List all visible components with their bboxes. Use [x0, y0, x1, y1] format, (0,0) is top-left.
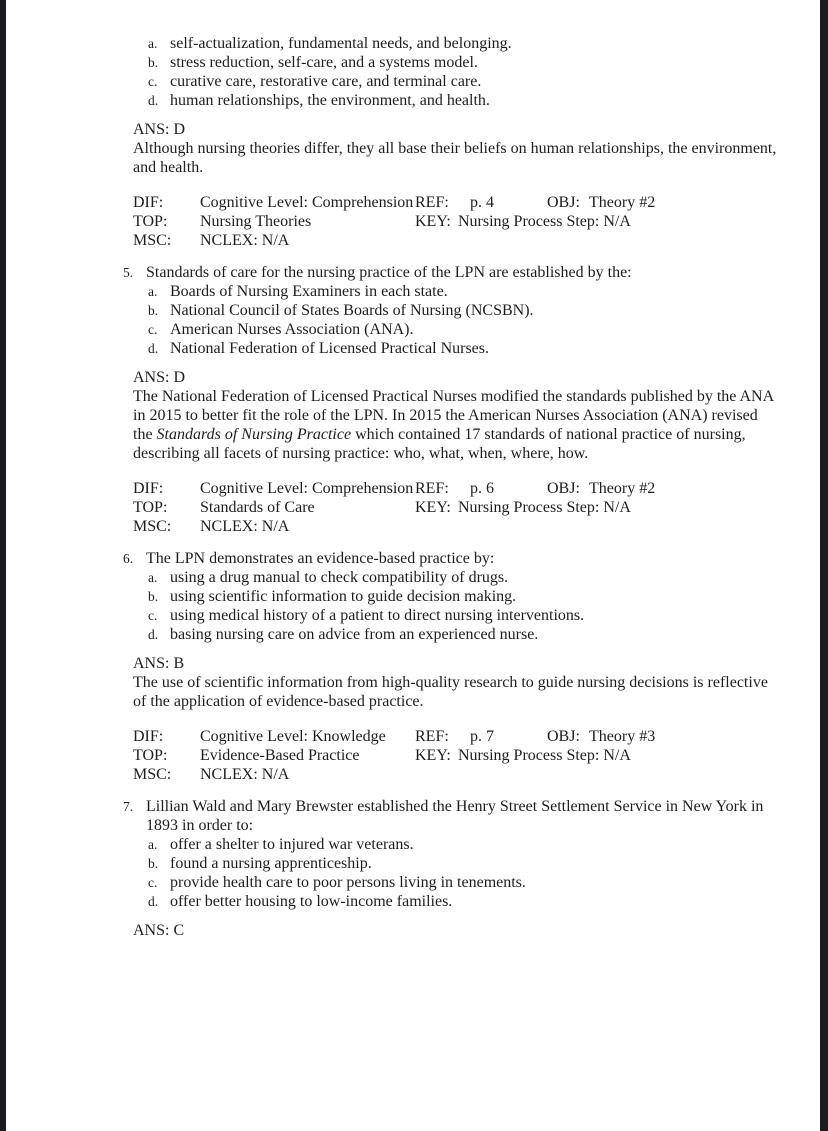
meta-obj-label: OBJ: — [547, 728, 580, 745]
option-letter: b. — [148, 589, 159, 604]
meta-ref-value: p. 4 — [470, 194, 494, 211]
question-block — [123, 34, 803, 250]
option-letter: d. — [148, 93, 159, 108]
option-letter: a. — [148, 36, 158, 51]
meta-dif-value: Cognitive Level: Comprehension — [200, 480, 414, 497]
meta-top-label: TOP: — [133, 213, 168, 230]
meta-ref-value: p. 6 — [470, 480, 494, 497]
meta-msc-label: MSC: — [133, 232, 172, 249]
option-text: self-actualization, fundamental needs, and belonging. — [170, 35, 512, 52]
option-row — [148, 34, 803, 53]
meta-row-2 — [123, 498, 803, 517]
options-list — [148, 34, 803, 110]
option-text: National Federation of Licensed Practical Nurses. — [170, 340, 489, 357]
answer-line: ANS: C — [133, 922, 185, 939]
meta-block — [123, 193, 803, 250]
option-text: stress reduction, self-care, and a systems model. — [170, 54, 478, 71]
rationale-text: The use of scientific information from high-quality research to guide nursing decisions is reflective of the application of evidence-based practice. — [133, 674, 768, 710]
meta-key-value: Nursing Process Step: N/A — [458, 213, 631, 230]
option-row — [148, 625, 803, 644]
meta-key-label: KEY: — [415, 499, 451, 516]
option-row — [148, 91, 803, 110]
answer-block — [133, 921, 803, 940]
answer-line: ANS: D — [133, 369, 186, 386]
meta-row-2 — [123, 212, 803, 231]
meta-ref-label: REF: — [415, 728, 449, 745]
option-letter: b. — [148, 55, 159, 70]
meta-key-label: KEY: — [415, 747, 451, 764]
meta-dif-label: DIF: — [133, 194, 164, 211]
meta-msc-value: NCLEX: N/A — [200, 766, 290, 783]
option-letter: d. — [148, 627, 159, 642]
question-block — [123, 797, 803, 940]
option-text: curative care, restorative care, and terminal care. — [170, 73, 482, 90]
option-text: found a nursing apprenticeship. — [170, 855, 372, 872]
meta-row-1 — [123, 727, 803, 746]
meta-msc-label: MSC: — [133, 518, 172, 535]
option-letter: d. — [148, 894, 159, 909]
option-text: Boards of Nursing Examiners in each state. — [170, 283, 448, 300]
options-list — [148, 568, 803, 644]
question-stem: Lillian Wald and Mary Brewster established the Henry Street Settlement Service in New York in 1893 in order to: — [146, 798, 764, 834]
meta-dif-value: Cognitive Level: Comprehension — [200, 194, 414, 211]
option-row — [148, 854, 803, 873]
question-block — [123, 549, 803, 784]
rationale-text: Although nursing theories differ, they all base their beliefs on human relationships, the environment, and health. — [133, 140, 777, 176]
option-letter: a. — [148, 284, 158, 299]
option-letter: c. — [148, 875, 158, 890]
question-stem: The LPN demonstrates an evidence-based practice by: — [146, 550, 495, 567]
option-letter: a. — [148, 570, 158, 585]
meta-msc-label: MSC: — [133, 766, 172, 783]
question-block — [123, 263, 803, 536]
meta-top-value: Evidence-Based Practice — [200, 747, 360, 764]
option-text: human relationships, the environment, and health. — [170, 92, 490, 109]
option-row — [148, 53, 803, 72]
option-text: basing nursing care on advice from an experienced nurse. — [170, 626, 539, 643]
meta-dif-label: DIF: — [133, 728, 164, 745]
option-letter: d. — [148, 341, 159, 356]
meta-obj-label: OBJ: — [547, 480, 580, 497]
meta-msc-value: NCLEX: N/A — [200, 232, 290, 249]
answer-block — [133, 120, 803, 177]
questions-container — [123, 34, 803, 940]
question-number: 5. — [123, 265, 134, 280]
meta-row-1 — [123, 479, 803, 498]
option-row — [148, 835, 803, 854]
option-row — [148, 587, 803, 606]
meta-top-value: Standards of Care — [200, 499, 315, 516]
meta-row-3 — [123, 517, 803, 536]
viewer-left-edge — [0, 0, 6, 1131]
option-row — [148, 72, 803, 91]
meta-top-label: TOP: — [133, 499, 168, 516]
option-text: offer better housing to low-income families. — [170, 893, 453, 910]
option-letter: c. — [148, 74, 158, 89]
option-text: provide health care to poor persons living in tenements. — [170, 874, 526, 891]
option-text: National Council of States Boards of Nursing (NCSBN). — [170, 302, 534, 319]
meta-block — [123, 727, 803, 784]
answer-block — [133, 654, 803, 711]
option-row — [148, 339, 803, 358]
answer-line: ANS: B — [133, 655, 185, 672]
meta-obj-value: Theory #3 — [589, 728, 656, 745]
option-letter: b. — [148, 303, 159, 318]
options-list — [148, 835, 803, 911]
question-stem: Standards of care for the nursing practice of the LPN are established by the: — [146, 264, 632, 281]
meta-row-2 — [123, 746, 803, 765]
option-row — [148, 568, 803, 587]
meta-row-3 — [123, 231, 803, 250]
viewer-right-edge — [820, 0, 828, 1131]
options-list — [148, 282, 803, 358]
meta-top-label: TOP: — [133, 747, 168, 764]
meta-top-value: Nursing Theories — [200, 213, 312, 230]
meta-dif-value: Cognitive Level: Knowledge — [200, 728, 386, 745]
option-row — [148, 892, 803, 911]
option-letter: c. — [148, 322, 158, 337]
question-head — [123, 549, 803, 568]
option-row — [148, 873, 803, 892]
meta-ref-label: REF: — [415, 194, 449, 211]
option-row — [148, 320, 803, 339]
meta-row-3 — [123, 765, 803, 784]
meta-key-value: Nursing Process Step: N/A — [458, 747, 631, 764]
option-letter: b. — [148, 856, 159, 871]
question-head — [123, 797, 803, 835]
option-text: using medical history of a patient to direct nursing interventions. — [170, 607, 585, 624]
question-number: 6. — [123, 551, 134, 566]
meta-row-1 — [123, 193, 803, 212]
rationale-text: The National Federation of Licensed Practical Nurses modified the standards published by the ANA in 2015 to better fit the role of the LPN. In 2015 the American Nurses Association (ANA) revised the Standards of Nursing Practice which contained 17 standards of national practice of nursing, describing all facets of nursing practice: who, what, when, where, how. — [133, 388, 774, 462]
meta-ref-label: REF: — [415, 480, 449, 497]
meta-block — [123, 479, 803, 536]
meta-key-label: KEY: — [415, 213, 451, 230]
meta-msc-value: NCLEX: N/A — [200, 518, 290, 535]
option-row — [148, 282, 803, 301]
meta-obj-label: OBJ: — [547, 194, 580, 211]
option-row — [148, 301, 803, 320]
question-number: 7. — [123, 799, 134, 814]
meta-key-value: Nursing Process Step: N/A — [458, 499, 631, 516]
option-text: offer a shelter to injured war veterans. — [170, 836, 414, 853]
option-text: using a drug manual to check compatibility of drugs. — [170, 569, 509, 586]
answer-block — [133, 368, 803, 463]
meta-ref-value: p. 7 — [470, 728, 494, 745]
meta-obj-value: Theory #2 — [589, 194, 656, 211]
meta-dif-label: DIF: — [133, 480, 164, 497]
option-row — [148, 606, 803, 625]
option-text: using scientific information to guide decision making. — [170, 588, 517, 605]
meta-obj-value: Theory #2 — [589, 480, 656, 497]
option-text: American Nurses Association (ANA). — [170, 321, 414, 338]
option-letter: a. — [148, 837, 158, 852]
option-letter: c. — [148, 608, 158, 623]
answer-line: ANS: D — [133, 121, 186, 138]
question-head — [123, 263, 803, 282]
